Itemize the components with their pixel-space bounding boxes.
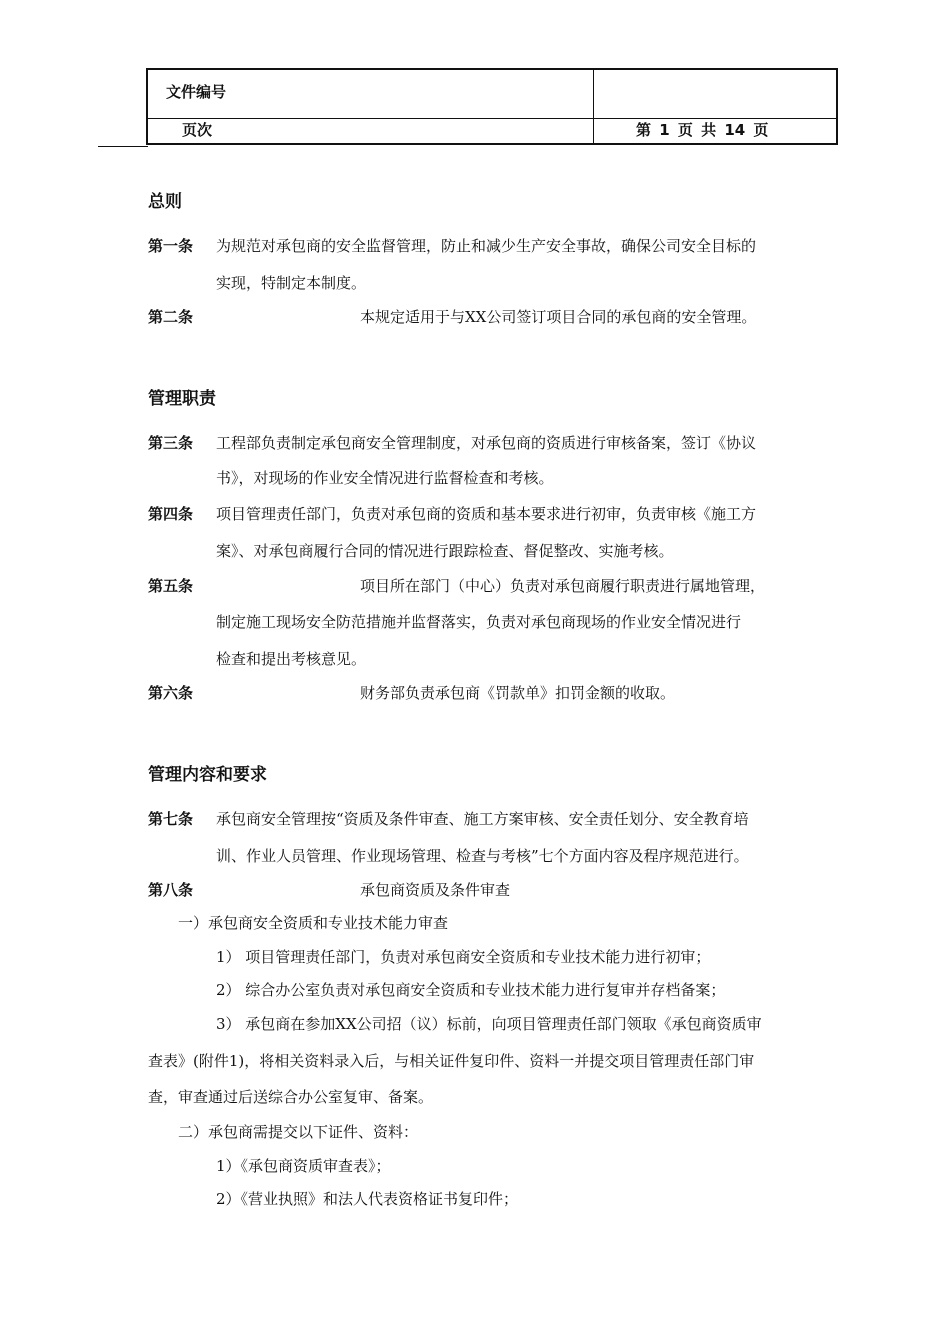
subsection-1-item-3-line-2: 查表》(附件1)，将相关资料录入后，与相关证件复印件、资料一并提交项目管理责任部门审 [148, 1052, 755, 1070]
subsection-2-item-1: 1）《承包商资质审查表》； [216, 1157, 391, 1175]
article-4-label: 第四条 [148, 505, 194, 523]
doc-number-label: 文件编号 [166, 83, 227, 101]
article-5-text-line-1: 项目所在部门（中心）负责对承包商履行职责进行属地管理， [360, 577, 766, 595]
article-7-text-line-2: 训、作业人员管理、作业现场管理、检查与考核”七个方面内容及程序规范进行。 [216, 847, 749, 865]
article-6-text-line-1: 财务部负责承包商《罚款单》扣罚金额的收取。 [360, 684, 676, 702]
article-1-text-line-1: 为规范对承包商的安全监督管理，防止和减少生产安全事故，确保公司安全目标的 [216, 237, 757, 255]
page-count: 第 1 页 共 14 页 [636, 121, 769, 139]
section-heading-general: 总则 [148, 192, 182, 212]
article-3-text-line-2: 书》，对现场的作业安全情况进行监督检查和考核。 [216, 469, 554, 487]
article-1-label: 第一条 [148, 237, 194, 255]
article-7-text-line-1: 承包商安全管理按“资质及条件审查、施工方案审核、安全责任划分、安全教育培 [216, 810, 749, 828]
section-heading-content: 管理内容和要求 [148, 765, 267, 785]
article-8-label: 第八条 [148, 881, 194, 899]
table-divider-vertical [593, 70, 594, 143]
article-5-text-line-3: 检查和提出考核意见。 [216, 650, 367, 668]
article-3-label: 第三条 [148, 434, 194, 452]
subsection-1-item-3-line-1: 3） 承包商在参加XX公司招（议）标前，向项目管理责任部门领取《承包商资质审 [216, 1015, 762, 1033]
article-4-text-line-1: 项目管理责任部门，负责对承包商的资质和基本要求进行初审，负责审核《施工方 [216, 505, 757, 523]
article-7-label: 第七条 [148, 810, 194, 828]
subsection-1-item-1: 1） 项目管理责任部门，负责对承包商安全资质和专业技术能力进行初审； [216, 948, 711, 966]
article-5-text-line-2: 制定施工现场安全防范措施并监督落实，负责对承包商现场的作业安全情况进行 [216, 613, 742, 631]
subsection-2-heading: 二）承包商需提交以下证件、资料： [178, 1123, 419, 1141]
subsection-2-item-2: 2）《营业执照》和法人代表资格证书复印件； [216, 1190, 519, 1208]
subsection-1-item-2: 2） 综合办公室负责对承包商安全资质和专业技术能力进行复审并存档备案； [216, 981, 726, 999]
page-label: 页次 [182, 121, 213, 139]
article-2-text-line-1: 本规定适用于与XX公司签订项目合同的承包商的安全管理。 [360, 308, 757, 326]
subsection-1-heading: 一）承包商安全资质和专业技术能力审查 [178, 914, 449, 932]
article-3-text-line-1: 工程部负责制定承包商安全管理制度，对承包商的资质进行审核备案，签订《协议 [216, 434, 757, 452]
article-1-text-line-2: 实现，特制定本制度。 [216, 274, 367, 292]
article-5-label: 第五条 [148, 577, 194, 595]
article-2-label: 第二条 [148, 308, 194, 326]
article-6-label: 第六条 [148, 684, 194, 702]
section-heading-duties: 管理职责 [148, 389, 216, 409]
article-4-text-line-2: 案》、对承包商履行合同的情况进行跟踪检查、督促整改、实施考核。 [216, 542, 674, 560]
header-underline [98, 146, 148, 147]
document-header-table [146, 68, 838, 145]
subsection-1-item-3-line-3: 查，审查通过后送综合办公室复审、备案。 [148, 1088, 434, 1106]
article-8-text-line-1: 承包商资质及条件审查 [360, 881, 511, 899]
